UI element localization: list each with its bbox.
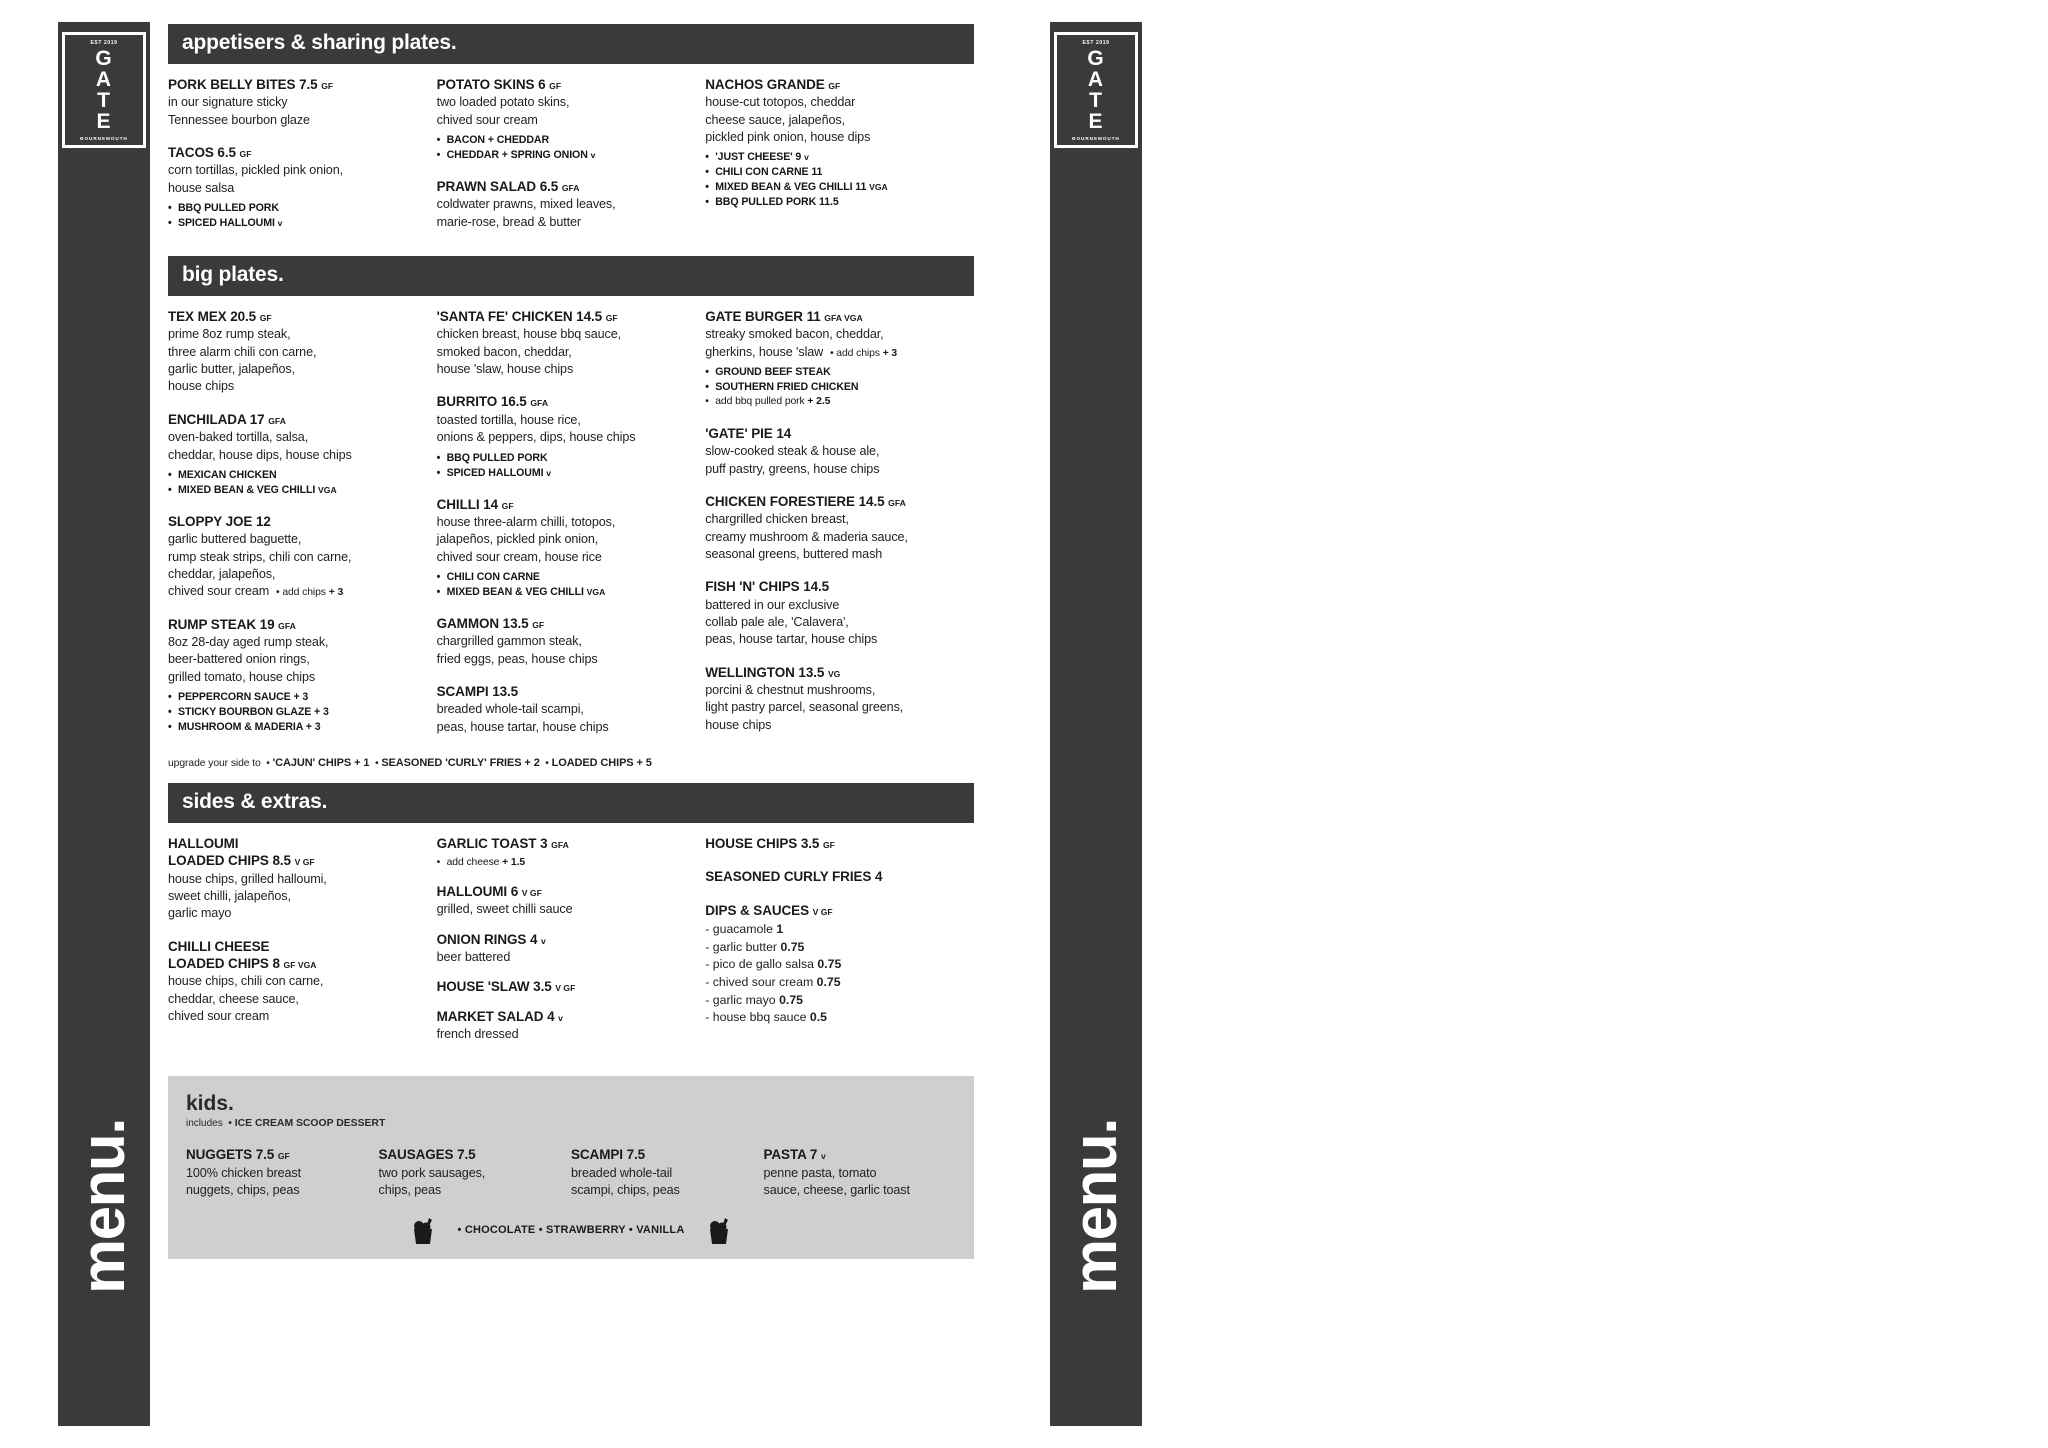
menu-page-right bbox=[1024, 0, 2048, 1448]
upgrade-lead: upgrade your side to bbox=[168, 758, 261, 770]
item-name: PORK BELLY BITES 7.5 GF bbox=[168, 77, 334, 92]
appetisers-columns bbox=[168, 76, 974, 246]
item-desc: house-cut totopos, cheddar cheese sauce, jalapeños, pickled pink onion, house dips bbox=[705, 95, 871, 145]
item-options bbox=[437, 133, 694, 163]
item-desc: house chips, chili con carne, cheddar, cheese sauce, chived sour cream bbox=[168, 974, 324, 1023]
logo-est-text: EST 2019 bbox=[90, 39, 118, 46]
gate-logo bbox=[62, 32, 146, 148]
appetisers-col-1 bbox=[168, 76, 437, 246]
item-name: CHILLI 14 GF bbox=[436, 496, 514, 512]
big-plates-col-2 bbox=[437, 308, 706, 751]
item-desc: chargrilled chicken breast, creamy mushroom & maderia sauce, seasonal greens, buttered mash bbox=[705, 512, 908, 561]
upgrade-note: upgrade your side to • 'CAJUN' CHIPS + 1 • SEASONED 'CURLY' FRIES + 2 • LOADED CHIPS + 5 bbox=[168, 757, 652, 770]
item-desc: corn tortillas, pickled pink onion, house salsa bbox=[168, 163, 344, 195]
menu-item bbox=[437, 615, 694, 668]
kids-item bbox=[186, 1146, 379, 1199]
menu-item bbox=[705, 578, 962, 648]
dip-row: - pico de gallo salsa 0.75 bbox=[705, 957, 842, 972]
item-desc: battered in our exclusive collab pale ale, 'Calavera', peas, house tartar, house chips bbox=[705, 597, 878, 647]
item-name: SAUSAGES 7.5 bbox=[378, 1147, 476, 1163]
item-name: NACHOS GRANDE GF bbox=[705, 77, 841, 92]
option: • MUSHROOM & MADERIA + 3 bbox=[168, 720, 425, 735]
logo-subtitle: BOURNEMOUTH bbox=[80, 135, 128, 141]
item-name: SCAMPI 13.5 bbox=[436, 684, 519, 700]
appetisers-col-2 bbox=[437, 76, 706, 246]
option: • add bbq pulled pork + 2.5 bbox=[705, 395, 962, 410]
option: • BBQ PULLED PORK bbox=[437, 451, 694, 466]
section-header-big-plates: big plates. bbox=[168, 256, 974, 296]
item-desc: chargrilled gammon steak, fried eggs, peas, house chips bbox=[436, 634, 598, 666]
item-desc: breaded whole-tail scampi, chips, peas bbox=[571, 1165, 680, 1197]
menu-item bbox=[437, 76, 694, 163]
item-name: FISH 'N' CHIPS 14.5 bbox=[705, 579, 830, 595]
menu-item bbox=[437, 883, 694, 919]
item-name: HALLOUMI 6 V GF bbox=[436, 884, 542, 900]
spine-menu-word: menu. bbox=[69, 1118, 139, 1294]
option: • STICKY BOURBON GLAZE + 3 bbox=[168, 705, 425, 720]
item-options bbox=[705, 150, 962, 210]
item-desc: two pork sausages, chips, peas bbox=[378, 1165, 486, 1197]
item-name: CHICKEN FORESTIERE 14.5 GFA bbox=[705, 493, 906, 509]
menu-item bbox=[168, 938, 425, 1026]
kids-item bbox=[764, 1146, 957, 1199]
menu-item bbox=[437, 835, 694, 871]
option: • MIXED BEAN & VEG CHILLI 11 VGA bbox=[705, 180, 962, 195]
option: • SOUTHERN FRIED CHICKEN bbox=[705, 380, 962, 395]
menu-item bbox=[705, 664, 962, 734]
menu-item bbox=[437, 393, 694, 480]
item-desc: slow-cooked steak & house ale, puff pastry, greens, house chips bbox=[705, 444, 880, 476]
dip-row: - garlic butter 0.75 bbox=[705, 939, 805, 954]
menu-item bbox=[168, 308, 425, 396]
big-plates-col-3 bbox=[705, 308, 974, 751]
item-name: HOUSE 'SLAW 3.5 V GF bbox=[436, 979, 576, 995]
item-name: GAMMON 13.5 GF bbox=[436, 616, 545, 632]
kids-includes-item: • ICE CREAM SCOOP DESSERT bbox=[228, 1118, 386, 1130]
dip-row: - garlic mayo 0.75 bbox=[705, 992, 803, 1007]
spine-menu-word: menu. bbox=[1061, 1118, 1131, 1294]
kids-includes-lead: includes bbox=[186, 1118, 223, 1130]
menu-item bbox=[705, 835, 962, 852]
item-desc: prime 8oz rump steak, three alarm chili con carne, garlic butter, jalapeños, house chips bbox=[168, 327, 317, 394]
left-content bbox=[168, 24, 974, 1259]
ice-cream-icon bbox=[410, 1215, 436, 1245]
kids-title: kids. bbox=[186, 1092, 234, 1116]
section-header-appetisers: appetisers & sharing plates. bbox=[168, 24, 974, 64]
menu-item bbox=[437, 496, 694, 600]
item-name: MARKET SALAD 4 v bbox=[436, 1008, 563, 1024]
kids-flavours-row bbox=[186, 1215, 956, 1245]
item-name: DIPS & SAUCES V GF bbox=[705, 902, 833, 918]
appetisers-col-3 bbox=[705, 76, 974, 246]
item-name: NUGGETS 7.5 GF bbox=[186, 1147, 290, 1163]
sides-col-2 bbox=[437, 835, 706, 1058]
item-desc: two loaded potato skins, chived sour cream bbox=[436, 95, 570, 127]
option: • add cheese + 1.5 bbox=[437, 856, 694, 871]
item-name: GARLIC TOAST 3 GFA bbox=[436, 836, 569, 852]
item-name: HALLOUMI LOADED CHIPS 8.5 V GF bbox=[168, 836, 315, 869]
menu-item bbox=[437, 683, 694, 736]
menu-item bbox=[705, 76, 962, 211]
item-name: ONION RINGS 4 v bbox=[436, 931, 546, 947]
menu-item bbox=[437, 308, 694, 378]
gate-logo bbox=[1054, 32, 1138, 148]
item-options bbox=[168, 468, 425, 498]
item-desc: garlic buttered baguette, rump steak strips, chili con carne, cheddar, jalapeños, chived sour cream • add chips + 3 bbox=[168, 532, 352, 599]
item-name: 'GATE' PIE 14 bbox=[705, 425, 792, 441]
dip-row: - guacamole 1 bbox=[705, 921, 784, 936]
item-desc: streaky smoked bacon, cheddar, gherkins, house 'slaw • add chips + 3 bbox=[705, 327, 898, 359]
left-spine bbox=[58, 22, 150, 1426]
item-name: SEASONED CURLY FRIES 4 bbox=[705, 869, 883, 885]
item-name: TACOS 6.5 GF bbox=[168, 145, 252, 161]
menu-item bbox=[437, 931, 694, 967]
item-name: BURRITO 16.5 GFA bbox=[436, 394, 549, 410]
item-desc: in our signature sticky Tennessee bourbon glaze bbox=[168, 95, 310, 127]
item-name: SLOPPY JOE 12 bbox=[168, 513, 271, 529]
menu-item bbox=[168, 411, 425, 498]
option: • PEPPERCORN SAUCE + 3 bbox=[168, 690, 425, 705]
item-name: SCAMPI 7.5 bbox=[571, 1147, 646, 1163]
option: • BACON + CHEDDAR bbox=[437, 133, 694, 148]
section-header-sides: sides & extras. bbox=[168, 783, 974, 823]
item-desc: porcini & chestnut mushrooms, light pastry parcel, seasonal greens, house chips bbox=[705, 683, 904, 732]
kids-item bbox=[571, 1146, 764, 1199]
sides-col-1 bbox=[168, 835, 437, 1058]
item-options bbox=[437, 451, 694, 481]
item-desc: 100% chicken breast nuggets, chips, peas bbox=[186, 1165, 302, 1197]
big-plates-col-1 bbox=[168, 308, 437, 751]
menu-item bbox=[437, 1008, 694, 1044]
item-desc: chicken breast, house bbq sauce, smoked bacon, cheddar, house 'slaw, house chips bbox=[436, 327, 622, 377]
item-options bbox=[168, 690, 425, 735]
option: • CHILI CON CARNE 11 bbox=[705, 165, 962, 180]
dips-list bbox=[705, 921, 962, 1027]
menu-item bbox=[437, 178, 694, 231]
kids-flavours-text: • CHOCOLATE • STRAWBERRY • VANILLA bbox=[457, 1224, 685, 1237]
item-options bbox=[437, 856, 694, 871]
sides-col-3 bbox=[705, 835, 974, 1058]
option: • 'JUST CHEESE' 9 v bbox=[705, 150, 962, 165]
kids-includes bbox=[186, 1118, 956, 1129]
big-plates-columns bbox=[168, 308, 974, 751]
kids-item bbox=[379, 1146, 572, 1199]
item-name: 'SANTA FE' CHICKEN 14.5 GF bbox=[436, 309, 618, 325]
right-spine bbox=[1050, 22, 1142, 1426]
item-desc: toasted tortilla, house rice, onions & peppers, dips, house chips bbox=[436, 412, 636, 445]
item-name: PASTA 7 v bbox=[763, 1147, 826, 1163]
option: • BBQ PULLED PORK bbox=[168, 201, 425, 216]
item-name: POTATO SKINS 6 GF bbox=[436, 77, 562, 92]
dip-row: - house bbq sauce 0.5 bbox=[705, 1010, 827, 1025]
item-name: ENCHILADA 17 GFA bbox=[168, 411, 286, 427]
item-name: CHILLI CHEESE LOADED CHIPS 8 GF VGA bbox=[168, 938, 317, 971]
option: • CHEDDAR + SPRING ONION v bbox=[437, 148, 694, 163]
menu-item bbox=[168, 835, 425, 923]
menu-item bbox=[705, 868, 962, 885]
spine-menu-word-box bbox=[58, 986, 150, 1426]
dip-row: - chived sour cream 0.75 bbox=[705, 974, 841, 989]
item-name: RUMP STEAK 19 GFA bbox=[168, 616, 296, 632]
menu-item bbox=[168, 144, 425, 231]
upgrade-option: 'CAJUN' CHIPS + 1 bbox=[272, 757, 370, 770]
option: • CHILI CON CARNE bbox=[437, 570, 694, 585]
kids-section bbox=[168, 1076, 974, 1259]
menu-item bbox=[168, 76, 425, 129]
menu-item bbox=[168, 513, 425, 601]
item-desc: beer battered bbox=[436, 949, 511, 964]
kids-columns bbox=[186, 1146, 956, 1199]
logo-est-text: EST 2019 bbox=[1082, 39, 1110, 46]
option: • BBQ PULLED PORK 11.5 bbox=[705, 195, 962, 210]
item-name: TEX MEX 20.5 GF bbox=[168, 309, 272, 325]
item-desc: penne pasta, tomato sauce, cheese, garlic toast bbox=[763, 1165, 910, 1197]
menu-item bbox=[437, 978, 694, 995]
item-desc: 8oz 28-day aged rump steak, beer-battered onion rings, grilled tomato, house chips bbox=[168, 634, 329, 684]
logo-letters: G A T E bbox=[95, 46, 113, 133]
item-desc: house three-alarm chilli, totopos, jalapeños, pickled pink onion, chived sour cream, house rice bbox=[436, 514, 616, 564]
upgrade-option: LOADED CHIPS + 5 bbox=[551, 757, 652, 770]
upgrade-option: SEASONED 'CURLY' FRIES + 2 bbox=[381, 757, 540, 770]
option: • SPICED HALLOUMI v bbox=[168, 216, 425, 231]
option: • MIXED BEAN & VEG CHILLI VGA bbox=[168, 483, 425, 498]
item-desc: french dressed bbox=[436, 1026, 519, 1041]
item-name: GATE BURGER 11 GFA VGA bbox=[705, 309, 863, 325]
option: • MEXICAN CHICKEN bbox=[168, 468, 425, 483]
item-options bbox=[437, 570, 694, 600]
item-name: WELLINGTON 13.5 VG bbox=[705, 664, 841, 680]
menu-item bbox=[705, 308, 962, 410]
menu-item bbox=[705, 425, 962, 478]
item-options bbox=[168, 201, 425, 231]
item-desc: coldwater prawns, mixed leaves, marie-rose, bread & butter bbox=[436, 197, 616, 229]
option: • MIXED BEAN & VEG CHILLI VGA bbox=[437, 585, 694, 600]
item-options bbox=[705, 365, 962, 410]
option: • GROUND BEEF STEAK bbox=[705, 365, 962, 380]
menu-item bbox=[705, 902, 962, 1027]
logo-letters: G A T E bbox=[1087, 46, 1105, 133]
logo-subtitle: BOURNEMOUTH bbox=[1072, 135, 1120, 141]
spine-menu-word-box bbox=[1050, 986, 1142, 1426]
option: • SPICED HALLOUMI v bbox=[437, 466, 694, 481]
item-desc: breaded whole-tail scampi, peas, house tartar, house chips bbox=[436, 702, 609, 734]
item-desc: grilled, sweet chilli sauce bbox=[436, 902, 573, 917]
ice-cream-icon bbox=[706, 1215, 732, 1245]
item-desc: oven-baked tortilla, salsa, cheddar, house dips, house chips bbox=[168, 430, 352, 462]
item-desc: house chips, grilled halloumi, sweet chilli, jalapeños, garlic mayo bbox=[168, 871, 327, 921]
item-name: PRAWN SALAD 6.5 GFA bbox=[436, 179, 580, 195]
menu-item bbox=[705, 493, 962, 563]
menu-item bbox=[168, 616, 425, 735]
sides-columns bbox=[168, 835, 974, 1058]
item-name: HOUSE CHIPS 3.5 GF bbox=[705, 836, 835, 852]
